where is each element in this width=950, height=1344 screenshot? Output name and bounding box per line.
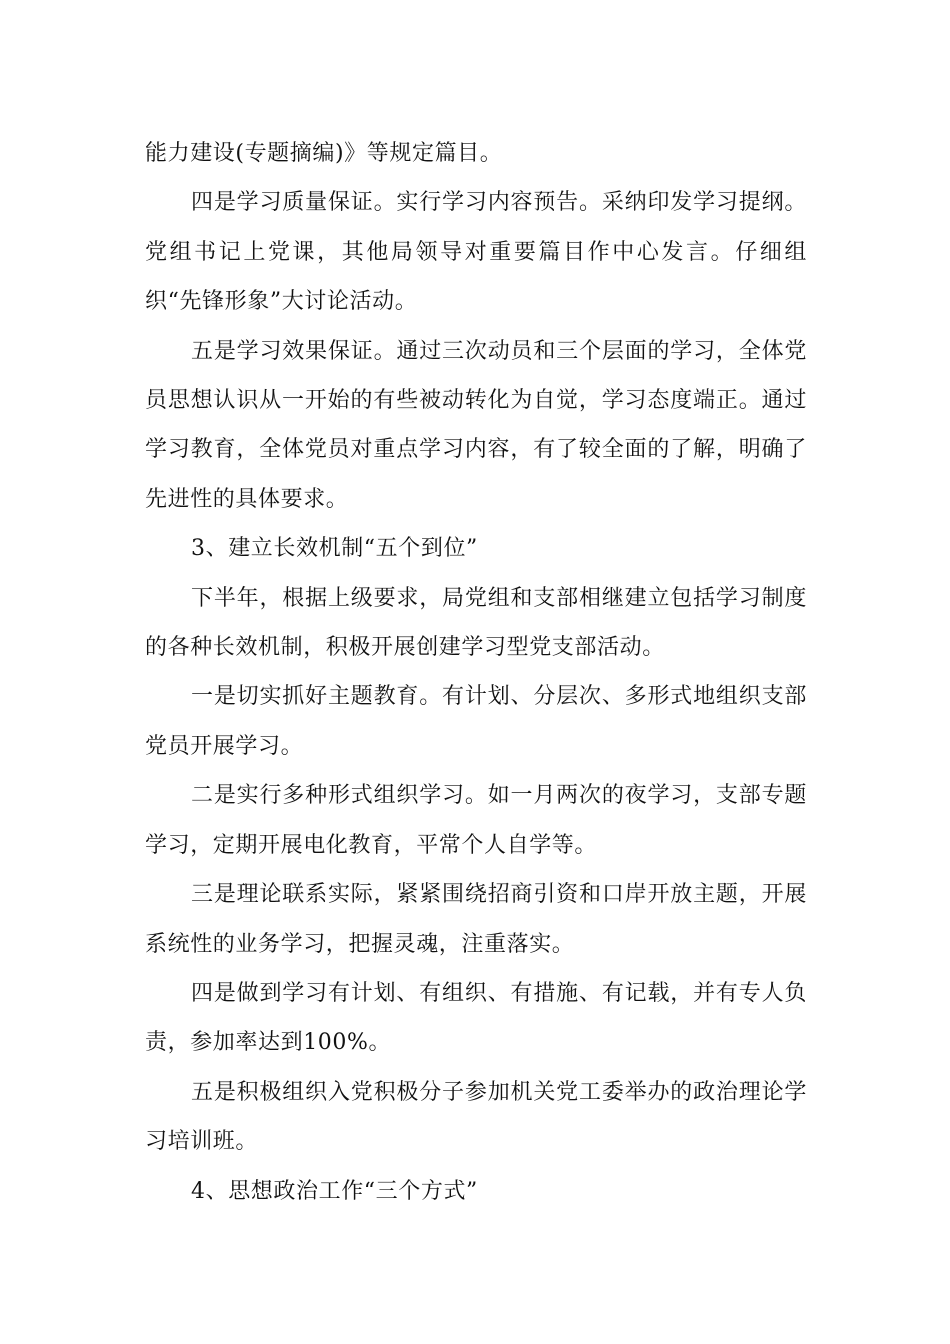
paragraph: 下半年，根据上级要求，局党组和支部相继建立包括学习制度的各种长效机制，积极开展创建学习型党支部活动。 <box>145 585 807 661</box>
paragraph: 能力建设(专题摘编)》等规定篇目。 <box>145 141 503 166</box>
paragraph: 二是实行多种形式组织学习。如一月两次的夜学习，支部专题学习，定期开展电化教育，平常个人自学等。 <box>145 783 807 858</box>
paragraph: 五是积极组织入党积极分子参加机关党工委举办的政治理论学习培训班。 <box>145 1079 807 1155</box>
section-heading: 3、建立长效机制“五个到位” <box>191 536 478 562</box>
section-heading: 4、思想政治工作“三个方式” <box>191 1178 478 1204</box>
paragraph: 四是做到学习有计划、有组织、有措施、有记载，并有专人负责，参加率达到100%。 <box>145 980 807 1056</box>
paragraph: 三是理论联系实际，紧紧围绕招商引资和口岸开放主题，开展系统性的业务学习，把握灵魂，注重落实。 <box>145 882 807 957</box>
paragraph: 四是学习质量保证。实行学习内容预告。采纳印发学习提纲。党组书记上党课，其他局领导对重要篇目作中心发言。仔细组织“先锋形象”大讨论活动。 <box>145 190 807 315</box>
paragraph: 五是学习效果保证。通过三次动员和三个层面的学习，全体党员思想认识从一开始的有些被动转化为自觉，学习态度端正。通过学习教育，全体党员对重点学习内容，有了较全面的了解，明确了先进性的具体要求。 <box>145 338 807 512</box>
paragraph: 一是切实抓好主题教育。有计划、分层次、多形式地组织支部党员开展学习。 <box>145 684 807 759</box>
document-body <box>145 129 807 1216</box>
